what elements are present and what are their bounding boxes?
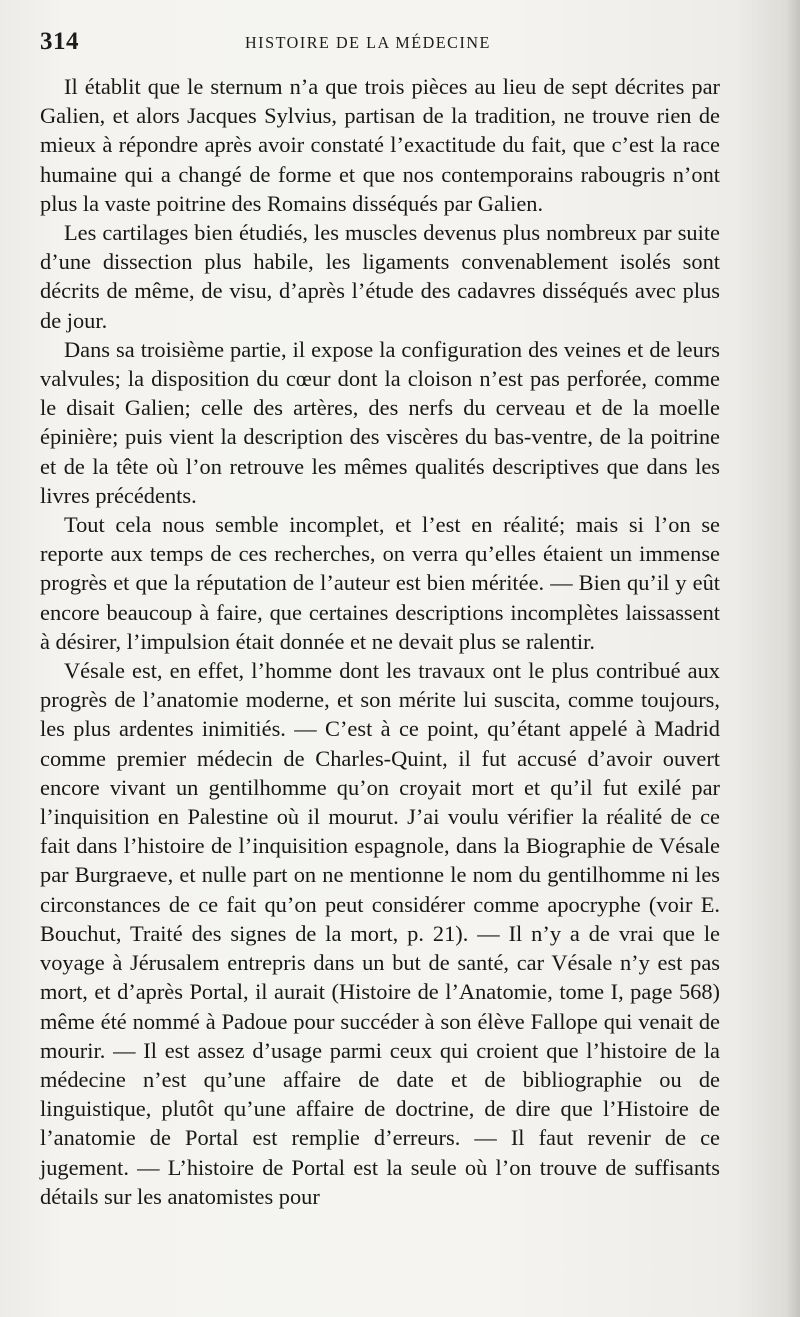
page-header	[40, 28, 720, 62]
running-head: HISTOIRE DE LA MÉDECINE	[245, 33, 491, 52]
page-edge-shadow	[786, 0, 800, 1317]
paragraph-sternum: Il établit que le sternum n’a que trois pièces au lieu de sept décrites par Galien, et alors Jacques Sylvius, partisan de la tradition, ne trouve rien de mieux à répondre après avoir constaté l’exactitude du fait, que c’est la race humaine qui a changé de forme et que nos contemporains rabougris n’ont plus la vaste poitrine des Romains disséqués par Galien.	[40, 74, 720, 216]
page-number: 314	[40, 28, 79, 55]
paragraph-third-part: Dans sa troisième partie, il expose la configuration des veines et de leurs valvules; la disposition du cœur dont la cloison n’est pas perforée, comme le disait Galien; celle des artères, des nerfs du cerveau et de la moelle épinière; puis vient la description des viscères du bas-ventre, de la poitrine et de la tête où l’on retrouve les mêmes qualités descriptives que dans les livres précédents.	[40, 336, 720, 508]
paragraph-vesale: Vésale est, en effet, l’homme dont les travaux ont le plus contribué aux progrès de l’anatomie moderne, et son mérite lui suscita, comme toujours, les plus ardentes inimitiés. — C’est à ce point, qu’étant appelé à Madrid comme premier médecin de Charles-Quint, il fut accusé d’avoir ouvert encore vivant un gentilhomme qu’on croyait mort et qu’il fut exilé par l’inquisition en Palestine où il mourut. J’ai voulu vérifier la réalité de ce fait dans l’histoire de l’inquisition espagnole, dans la Biographie de Vésale par Burgraeve, et nulle part on ne mentionne le nom du gentilhomme ni les circonstances de ce fait qu’on peut considérer comme apocryphe (voir E. Bouchut, Traité des signes de la mort, p. 21). — Il n’y a de vrai que le voyage à Jérusalem entrepris dans un but de santé, car Vésale n’y est pas mort, et d’après Portal, il aurait (Histoire de l’Anatomie, tome I, page 568) même été nommé à Padoue pour succéder à son élève Fallope qui venait de mourir. — Il est assez d’usage parmi ceux qui croient que l’histoire de la médecine n’est qu’une affaire de date et de bibliographie ou de linguistique, plutôt qu’une affaire de doctrine, de dire que l’Histoire de l’anatomie de Portal est remplie d’erreurs. — Il faut revenir de ce jugement. — L’histoire de Portal est la seule où l’on trouve de suffisants détails sur les anatomistes pour	[40, 658, 720, 1209]
paragraph-cartilages: Les cartilages bien étudiés, les muscles devenus plus nombreux par suite d’une dissection plus habile, les ligaments convenablement isolés sont décrits de même, de visu, d’après l’étude des cadavres disséqués avec plus de jour.	[40, 220, 720, 333]
paragraph-incomplete: Tout cela nous semble incomplet, et l’est en réalité; mais si l’on se reporte aux temps de ces recherches, on verra qu’elles étaient un immense progrès et que la réputation de l’auteur est bien méritée. — Bien qu’il y eût encore beaucoup à faire, que certaines descriptions incomplètes laissassent à désirer, l’impulsion était donnée et ne devait plus se ralentir.	[40, 512, 720, 654]
body-text	[40, 72, 720, 1211]
